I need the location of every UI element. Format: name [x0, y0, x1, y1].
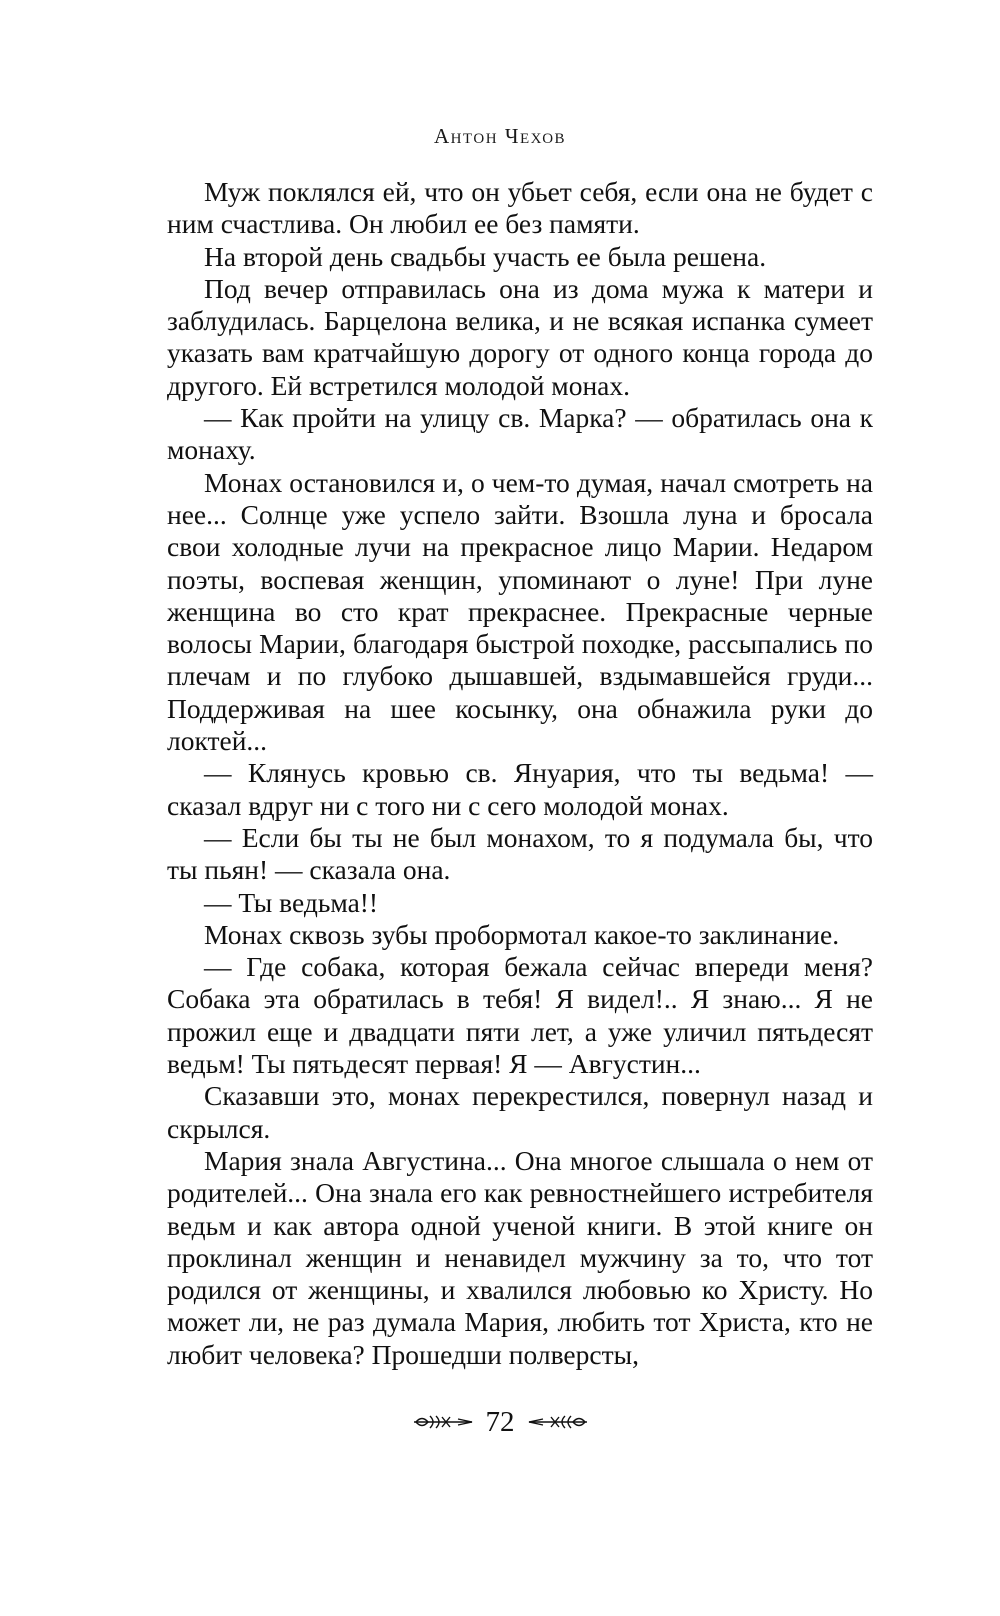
paragraph: Монах сквозь зубы пробормотал какое-то заклинание.	[204, 918, 840, 950]
page-number: 72	[485, 1405, 515, 1438]
paragraph: — Если бы ты не был монахом, то я подумала бы, что ты пьян! — сказала она.	[167, 821, 873, 886]
paragraph: — Где собака, которая бежала сейчас впереди меня? Собака эта обратилась в тебя! Я видел!.. Я знаю... Я не прожил еще и двадцати пяти лет, а уже уличил пятьдесят ведьм! Ты пятьдесят первая! Я — Августин...	[167, 951, 873, 1080]
right-ornament-icon	[527, 1412, 589, 1432]
paragraph: — Как пройти на улицу св. Марка? — обратилась она к монаху.	[167, 402, 873, 466]
left-ornament-icon	[412, 1412, 474, 1432]
paragraph: На второй день свадьбы участь ее была решена.	[204, 240, 767, 272]
paragraph: — Клянусь кровью св. Януария, что ты ведьма! — сказал вдруг ни с того ни с сего молодой монах.	[167, 757, 873, 821]
page-footer	[0, 1404, 1000, 1440]
paragraph: Сказавши это, монах перекрестился, повернул назад и скрылся.	[167, 1080, 873, 1144]
paragraph: Под вечер отправилась она из дома мужа к матери и заблудилась. Барцелона велика, и не всякая испанка сумеет указать вам кратчайшую дорогу от одного конца города до другого. Ей встретился молодой монах.	[167, 272, 873, 401]
paragraph: Муж поклялся ей, что он убьет себя, если она не будет с ним счастлива. Он любил ее без памяти.	[167, 176, 873, 240]
paragraph: — Ты ведьма!!	[204, 886, 379, 918]
paragraph: Мария знала Августина... Она многое слышала о нем от родителей... Она знала его как ревностнейшего истребителя ведьм и как автора одной ученой книги. В этой книге он проклинал женщин и ненавидел мужчину за то, что тот родился от женщины, и хвалился любовью ко Христу. Но может ли, не раз думала Мария, любить тот Христа, кто не любит человека? Прошедши полверсты,	[167, 1144, 873, 1370]
body-text	[167, 176, 873, 1371]
running-header-author: Антон Чехов	[433, 124, 567, 148]
paragraph: Монах остановился и, о чем-то думая, начал смотреть на нее... Солнце уже успело зайти. Взошла луна и бросала свои холодные лучи на прекрасное лицо Марии. Недаром поэты, воспевая женщин, упоминают о луне! При луне женщина во сто крат прекраснее. Прекрасные черные волосы Марии, благодаря быстрой походке, рассыпались по плечам и по глубоко дышавшей, вздымавшейся груди... Поддерживая на шее косынку, она обнажила руки до локтей...	[167, 466, 873, 757]
